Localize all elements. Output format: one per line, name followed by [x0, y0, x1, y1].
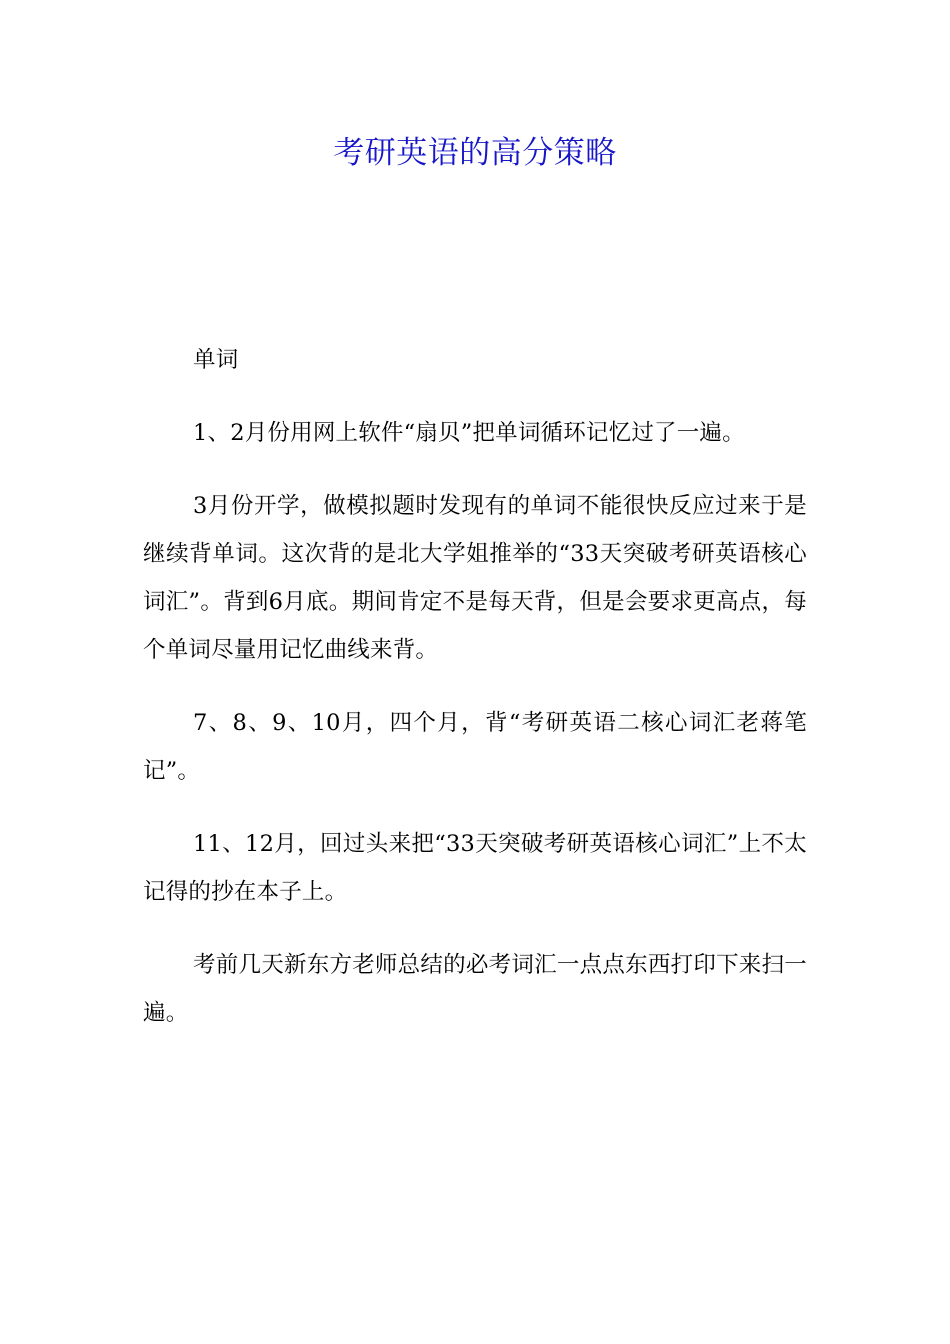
paragraph: 11、12月，回过头来把“33天突破考研英语核心词汇”上不太记得的抄在本子上。: [143, 831, 807, 905]
document-body: [143, 336, 807, 1062]
paragraph-section-heading: 单词: [193, 347, 239, 373]
document-title: 考研英语的高分策略: [333, 135, 617, 171]
paragraph: 3月份开学，做模拟题时发现有的单词不能很快反应过来于是继续背单词。这次背的是北大学姐推举的“33天突破考研英语核心词汇”。背到6月底。期间肯定不是每天背，但是会要求更高点，每个单词尽量用记忆曲线来背。: [143, 493, 807, 663]
paragraph: 7、8、9、10月，四个月，背“考研英语二核心词汇老蒋笔记”。: [143, 710, 807, 784]
paragraph: 1、2月份用网上软件“扇贝”把单词循环记忆过了一遍。: [193, 420, 745, 446]
paragraph: 考前几天新东方老师总结的必考词汇一点点东西打印下来扫一遍。: [143, 952, 807, 1026]
